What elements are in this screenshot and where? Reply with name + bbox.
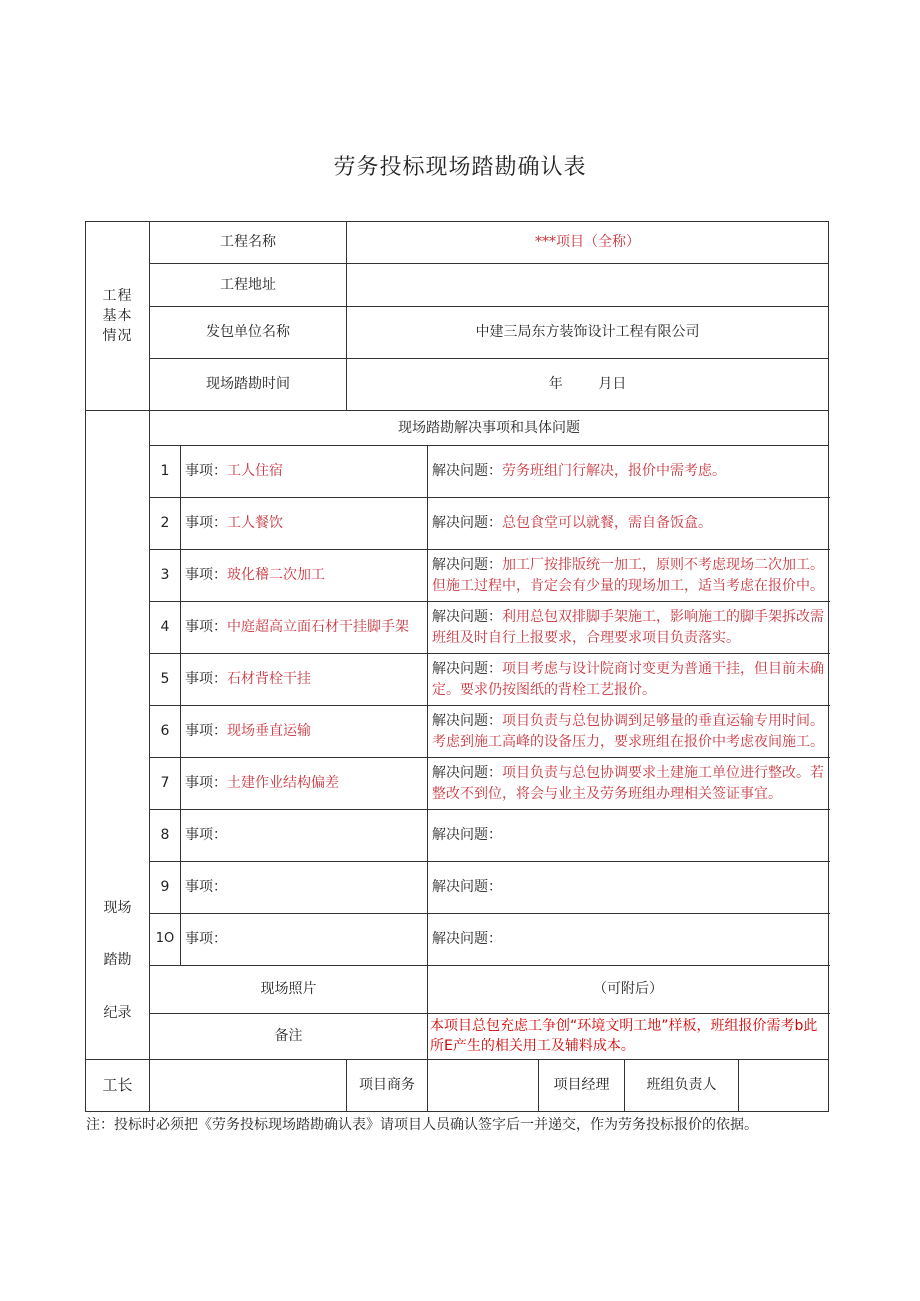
table-row — [86, 602, 829, 654]
item-prefix: 事项： — [185, 879, 227, 896]
item-number: 4 — [150, 602, 181, 654]
item-prefix: 事项： — [185, 775, 227, 792]
team-lead-label: 班组负责人 — [625, 1060, 739, 1112]
solution-text[interactable]: 项目负责与总包协调要求土建施工单位进行整改。若整改不到位，将会与业主及劳务班组办理相关签证事宜。 — [432, 765, 825, 802]
survey-header-row — [86, 411, 829, 446]
photo-row — [86, 966, 829, 1014]
solution-prefix: 解决问题： — [432, 879, 503, 896]
table-row — [86, 446, 829, 498]
item-text[interactable]: 中庭超高立面石材干挂脚手架 — [227, 619, 409, 636]
table-row — [86, 706, 829, 758]
project-address-value[interactable] — [347, 264, 829, 307]
item-text[interactable]: 玻化稽二次加工 — [227, 567, 325, 584]
item-number: 7 — [150, 758, 181, 810]
photo-label: 现场照片 — [150, 966, 428, 1014]
item-text[interactable]: 土建作业结构偏差 — [227, 775, 339, 792]
table-row — [86, 758, 829, 810]
project-address-label: 工程地址 — [150, 264, 347, 307]
item-number: 6 — [150, 706, 181, 758]
remark-value[interactable]: 本项目总包充虑工争创“环境文明工地”样板，班组报价需考b此所E产生的相关用工及辅料成本。 — [428, 1014, 829, 1060]
item-prefix: 事项： — [185, 515, 227, 532]
basic-row-contractor — [86, 307, 829, 359]
foreman-label: 工长 — [86, 1060, 150, 1112]
item-text[interactable]: 工人住宿 — [227, 463, 283, 480]
table-row — [86, 654, 829, 706]
item-number: 8 — [150, 810, 181, 862]
item-prefix: 事项： — [185, 931, 227, 948]
survey-form-table — [85, 221, 829, 1112]
solution-prefix: 解决问题： — [432, 661, 503, 678]
table-row — [86, 914, 829, 966]
survey-section-label-line-1: 现场 — [103, 900, 132, 917]
solution-prefix: 解决问题： — [432, 931, 503, 948]
survey-time-label: 现场踏勘时间 — [150, 359, 347, 411]
solution-text[interactable]: 利用总包双排脚手架施工，影响施工的脚手架拆改需班组及时自行上报要求，合理要求项目负责落实。 — [432, 609, 825, 646]
basic-row-name — [86, 222, 829, 264]
basic-row-address — [86, 264, 829, 307]
project-name-value[interactable]: ***项目（全称） — [347, 222, 829, 264]
survey-header: 现场踏勘解决事项和具体问题 — [150, 411, 829, 446]
solution-prefix: 解决问题： — [432, 515, 503, 532]
solution-text[interactable]: 项目负责与总包协调到足够量的垂直运输专用时间。考虑到施工高峰的设备压力，要求班组在报价中考虑夜间施工。 — [432, 713, 825, 750]
solution-prefix: 解决问题： — [432, 463, 503, 480]
solution-text[interactable]: 总包食堂可以就餐，需自备饭盒。 — [502, 515, 713, 532]
solution-prefix: 解决问题： — [432, 827, 503, 844]
solution-prefix: 解决问题： — [432, 557, 503, 574]
solution-text[interactable]: 加工厂按排版统一加工，原则不考虑现场二次加工。但施工过程中，肯定会有少量的现场加工，适当考虑在报价中。 — [432, 557, 825, 594]
survey-section-label — [86, 411, 150, 1060]
item-text[interactable]: 现场垂直运输 — [227, 723, 311, 740]
item-number: 1O — [150, 914, 181, 966]
table-row — [86, 550, 829, 602]
survey-time-value[interactable]: 年 月日 — [347, 359, 829, 411]
remark-row — [86, 1014, 829, 1060]
item-number: 2 — [150, 498, 181, 550]
page-title: 劳务投标现场踏勘确认表 — [333, 155, 587, 180]
project-name-label: 工程名称 — [150, 222, 347, 264]
item-number: 9 — [150, 862, 181, 914]
solution-text[interactable]: 项目考虑与设计院商讨变更为普通干挂，但目前未确定。要求仍按图纸的背栓工艺报价。 — [432, 661, 825, 698]
remark-label: 备注 — [150, 1014, 428, 1060]
solution-prefix: 解决问题： — [432, 609, 503, 626]
basic-row-survey-time — [86, 359, 829, 411]
item-prefix: 事项： — [185, 671, 227, 688]
survey-section-label-line-3: 纪录 — [103, 1004, 132, 1021]
basic-section-label: 工程基本情况 — [86, 222, 150, 411]
footer-note: 注：投标时必须把《劳务投标现场踏勘确认表》请项目人员确认签字后一并递交，作为劳务投标报价的依据。 — [86, 1117, 758, 1133]
item-prefix: 事项： — [185, 827, 227, 844]
item-number: 1 — [150, 446, 181, 498]
table-row — [86, 862, 829, 914]
item-text[interactable]: 工人餐饮 — [227, 515, 283, 532]
item-number: 3 — [150, 550, 181, 602]
item-prefix: 事项： — [185, 723, 227, 740]
business-signature[interactable] — [428, 1060, 539, 1112]
solution-text[interactable]: 劳务班组门行解决，报价中需考虑。 — [502, 463, 727, 480]
table-row — [86, 810, 829, 862]
manager-label: 项目经理 — [539, 1060, 625, 1112]
item-number: 5 — [150, 654, 181, 706]
survey-section-label-line-2: 踏勘 — [103, 952, 132, 969]
solution-prefix: 解决问题： — [432, 713, 503, 730]
signoff-row — [86, 1060, 829, 1112]
item-prefix: 事项： — [185, 619, 227, 636]
item-text[interactable]: 石材背栓干挂 — [227, 671, 311, 688]
contractor-value[interactable]: 中建三局东方装饰设计工程有限公司 — [347, 307, 829, 359]
item-prefix: 事项： — [185, 567, 227, 584]
team-lead-signature[interactable] — [739, 1060, 829, 1112]
item-prefix: 事项： — [185, 463, 227, 480]
business-label: 项目商务 — [347, 1060, 428, 1112]
table-row — [86, 498, 829, 550]
contractor-label: 发包单位名称 — [150, 307, 347, 359]
photo-value[interactable]: （可附后） — [428, 966, 829, 1014]
solution-prefix: 解决问题： — [432, 765, 503, 782]
foreman-signature[interactable] — [150, 1060, 347, 1112]
